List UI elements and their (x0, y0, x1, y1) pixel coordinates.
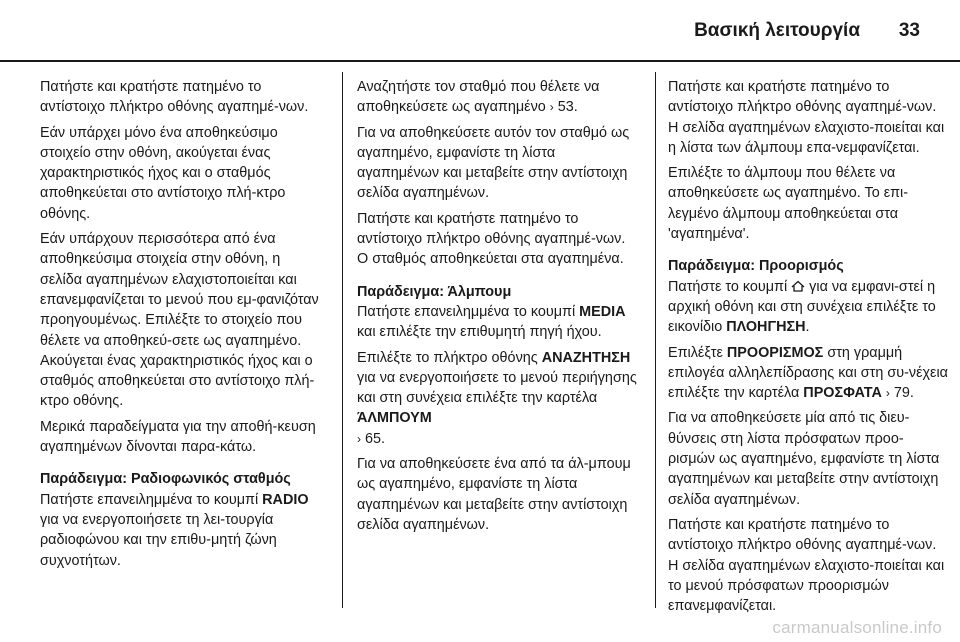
text: και επιλέξτε την επιθυμητή πηγή ήχου. (357, 324, 602, 341)
paragraph: Για να αποθηκεύσετε αυτόν τον σταθμό ως αγαπημένο, εμφανίστε τη λίστα αγαπημένων και μεταβείτε στην αντίστοιχη σελίδα αγαπημένων. (357, 124, 630, 202)
text: Πατήστε επανειλημμένα το κουμπί (40, 491, 263, 508)
album-tab-label: ΆΛΜΠΟΥΜ (357, 410, 432, 427)
page-ref-icon: › (357, 431, 361, 446)
watermark: carmanualsonline.info (772, 618, 942, 637)
paragraph (357, 77, 639, 118)
paragraph: Για να αποθηκεύσετε μία από τις διευ-θύνσεις στη λίστα πρόσφατων προο-ρισμών ως αγαπημένο, εμφανίστε τη λίστα αγαπημένων και μεταβείτε στην αντίστοιχη σελίδα αγαπημένων. (668, 410, 940, 508)
paragraph: Πατήστε και κρατήστε πατημένο το αντίστοιχο πλήκτρο οθόνης αγαπημέ-νων. Ο σταθμός αποθηκεύεται στα αγαπημένα. (357, 210, 626, 268)
paragraph (668, 277, 950, 338)
text: Επιλέξτε (668, 344, 727, 361)
text: για να εμφανι-στεί η αρχική οθόνη και στη συνέχεια επιλέξτε το εικονίδιο (668, 278, 936, 336)
text: Επιλέξτε το πλήκτρο οθόνης (357, 349, 542, 366)
page-ref: 53. (557, 99, 578, 116)
paragraph: Εάν υπάρχουν περισσότερα από ένα αποθηκεύσιμα στοιχεία στην οθόνη, η σελίδα αγαπημένων ελαχιστοποιείται και επανεμφανίζεται το μενού που εμ-φανιζόταν προηγουμένως. Επιλέξτε το στοιχείο που θέλετε να αποθηκεύ-σετε ως αγαπημένο. Ακούγεται ένας χαρακτηριστικός ήχος και ο σταθμός αποθηκεύεται στο αντίστοιχο πλή-κτρο οθόνης. (40, 231, 319, 410)
paragraph: Πατήστε και κρατήστε πατημένο το αντίστοιχο πλήκτρο οθόνης αγαπημέ-νων. (40, 79, 309, 116)
column-1 (40, 77, 322, 576)
text: . (805, 319, 810, 336)
text: Αναζητήστε τον σταθμό που θέλετε να αποθηκεύσετε ως αγαπημένο (357, 79, 600, 116)
page-ref: 79. (893, 385, 914, 402)
home-icon (791, 278, 805, 290)
text: για να ενεργοποιήσετε τη λει-τουργία ραδιοφώνου και την επιθυ-μητή ζώνη συχνοτήτων. (40, 511, 277, 569)
column-3 (668, 77, 950, 621)
column-2 (357, 77, 639, 540)
paragraph (668, 343, 950, 404)
search-label: ΑΝΑΖΗΤΗΣΗ (541, 349, 631, 366)
text: Πατήστε το κουμπί (668, 278, 792, 295)
page-ref-icon: › (549, 100, 554, 115)
navigation-label: ΠΛΟΗΓΗΣΗ (726, 319, 806, 336)
page-header-title: Βασική λειτουργία (694, 20, 860, 41)
page-number: 33 (898, 20, 920, 41)
text: στη γραμμή επιλογέα αλληλεπίδρασης και στη συ-νέχεια επιλέξτε την καρτέλα (668, 344, 948, 402)
radio-button-label: RADIO (262, 491, 309, 508)
text: Πατήστε επανειλημμένα το κουμπί (357, 303, 580, 320)
paragraph (40, 490, 322, 571)
page-ref: 65. (365, 430, 386, 447)
paragraph: Για να αποθηκεύσετε ένα από τα άλ-μπουμ ως αγαπημένο, εμφανίστε τη λίστα αγαπημένων και μεταβείτε στην αντίστοιχη σελίδα αγαπημένων. (357, 456, 631, 533)
page-ref-icon: › (885, 386, 890, 401)
paragraph: Επιλέξτε το άλμπουμ που θέλετε να αποθηκεύσετε ως αγαπημένο. Το επι-λεγμένο άλμπουμ αποθηκεύεται στα 'αγαπημένα'. (668, 165, 909, 243)
column-divider-2 (655, 72, 656, 608)
recent-tab-label: ΠΡΟΣΦΑΤΑ (803, 385, 882, 402)
column-divider-1 (342, 72, 343, 608)
paragraph: Εάν υπάρχει μόνο ένα αποθηκεύσιμο στοιχείο στην οθόνη, ακούγεται ένας χαρακτηριστικός ήχος και ο σταθμός αποθηκεύεται στο αντίστοιχο πλή-κτρο οθόνης. (40, 124, 286, 222)
section-heading: Παράδειγμα: Ραδιοφωνικός σταθμός (40, 471, 291, 488)
section-heading: Παράδειγμα: Προορισμός (668, 258, 844, 275)
text: για να ενεργοποιήσετε το μενού περιήγησης και στη συνέχεια επιλέξτε την καρτέλα (357, 369, 637, 407)
paragraph: Μερικά παραδείγματα για την αποθή-κευση αγαπημένων δίνονται παρα-κάτω. (40, 418, 316, 456)
destination-label: ΠΡΟΟΡΙΣΜΟΣ (726, 344, 824, 361)
paragraph: Πατήστε και κρατήστε πατημένο το αντίστοιχο πλήκτρο οθόνης αγαπημέ-νων. Η σελίδα αγαπημένων ελαχιστο-ποιείται και το μενού πρόσφατων προορισμών επανεμφανίζεται. (668, 516, 945, 615)
paragraph: Πατήστε και κρατήστε πατημένο το αντίστοιχο πλήκτρο οθόνης αγαπημέ-νων. Η σελίδα αγαπημένων ελαχιστο-ποιείται και η λίστα των άλμπουμ επα-νεμφανίζεται. (668, 79, 945, 156)
header-rule (0, 60, 960, 62)
paragraph (357, 302, 639, 343)
paragraph (357, 348, 639, 449)
media-button-label: MEDIA (579, 303, 626, 320)
section-heading: Παράδειγμα: Άλμπουμ (357, 283, 512, 300)
